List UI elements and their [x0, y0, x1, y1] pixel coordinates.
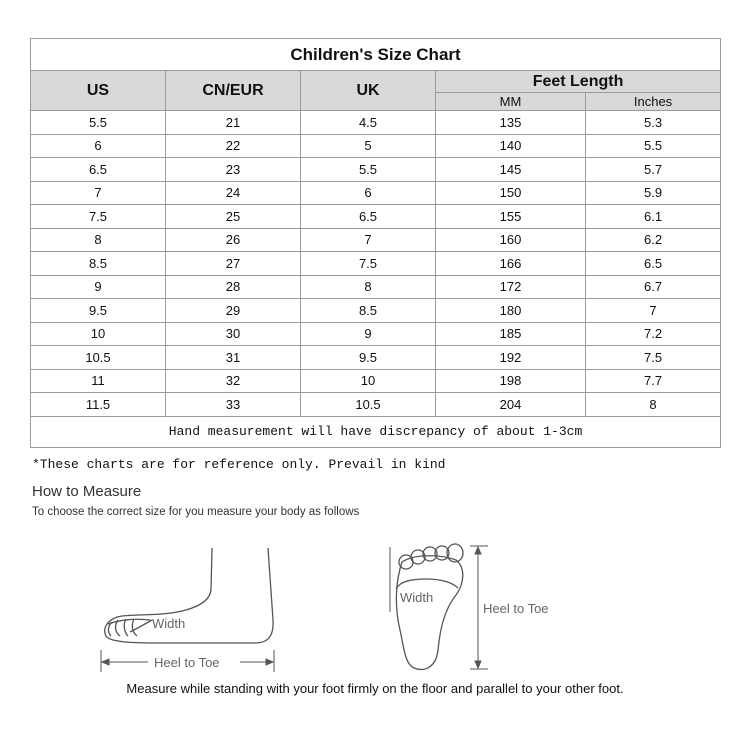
cell-mm: 140: [436, 134, 586, 158]
cell-inches: 7.7: [586, 369, 721, 393]
cell-inches: 6.1: [586, 205, 721, 229]
cell-us: 10: [31, 322, 166, 346]
cell-uk: 7: [301, 228, 436, 252]
header-inches: Inches: [586, 93, 721, 111]
cell-us: 6.5: [31, 158, 166, 182]
cell-cn-eur: 24: [166, 181, 301, 205]
cell-us: 11.5: [31, 393, 166, 417]
cell-uk: 9.5: [301, 346, 436, 370]
cell-uk: 7.5: [301, 252, 436, 276]
cell-inches: 7.5: [586, 346, 721, 370]
cell-uk: 10.5: [301, 393, 436, 417]
cell-us: 11: [31, 369, 166, 393]
top-heel-to-toe-label: Heel to Toe: [483, 601, 549, 616]
cell-mm: 166: [436, 252, 586, 276]
cell-cn-eur: 23: [166, 158, 301, 182]
cell-us: 5.5: [31, 111, 166, 135]
cell-cn-eur: 28: [166, 275, 301, 299]
cell-inches: 5.3: [586, 111, 721, 135]
cell-us: 6: [31, 134, 166, 158]
cell-inches: 7: [586, 299, 721, 323]
cell-us: 10.5: [31, 346, 166, 370]
cell-inches: 7.2: [586, 322, 721, 346]
cell-mm: 155: [436, 205, 586, 229]
cell-mm: 135: [436, 111, 586, 135]
cell-mm: 198: [436, 369, 586, 393]
cell-inches: 5.9: [586, 181, 721, 205]
cell-cn-eur: 27: [166, 252, 301, 276]
cell-cn-eur: 32: [166, 369, 301, 393]
top-width-label: Width: [400, 590, 434, 605]
cell-cn-eur: 29: [166, 299, 301, 323]
cell-inches: 8: [586, 393, 721, 417]
cell-inches: 5.5: [586, 134, 721, 158]
cell-mm: 180: [436, 299, 586, 323]
header-feet-length: Feet Length: [436, 71, 721, 93]
cell-cn-eur: 31: [166, 346, 301, 370]
cell-us: 9.5: [31, 299, 166, 323]
cell-inches: 6.7: [586, 275, 721, 299]
cell-cn-eur: 21: [166, 111, 301, 135]
cell-uk: 10: [301, 369, 436, 393]
cell-inches: 5.7: [586, 158, 721, 182]
cell-mm: 204: [436, 393, 586, 417]
cell-uk: 6.5: [301, 205, 436, 229]
cell-cn-eur: 25: [166, 205, 301, 229]
cell-mm: 192: [436, 346, 586, 370]
cell-inches: 6.5: [586, 252, 721, 276]
cell-mm: 145: [436, 158, 586, 182]
side-width-label: Width: [152, 616, 186, 631]
how-to-measure-title: How to Measure: [32, 483, 142, 500]
cell-uk: 6: [301, 181, 436, 205]
header-cn-eur: CN/EUR: [166, 71, 301, 111]
cell-us: 8.5: [31, 252, 166, 276]
cell-uk: 5: [301, 134, 436, 158]
cell-uk: 5.5: [301, 158, 436, 182]
cell-uk: 8: [301, 275, 436, 299]
cell-uk: 9: [301, 322, 436, 346]
cell-mm: 150: [436, 181, 586, 205]
cell-uk: 4.5: [301, 111, 436, 135]
cell-mm: 185: [436, 322, 586, 346]
table-title: Children's Size Chart: [31, 39, 721, 71]
footer-instruction: Measure while standing with your foot firmly on the floor and parallel to your other foot.: [126, 681, 624, 696]
cell-mm: 172: [436, 275, 586, 299]
cell-us: 7: [31, 181, 166, 205]
cell-mm: 160: [436, 228, 586, 252]
header-us: US: [31, 71, 166, 111]
cell-cn-eur: 30: [166, 322, 301, 346]
cell-us: 8: [31, 228, 166, 252]
side-foot-icon: [105, 548, 273, 643]
cell-us: 9: [31, 275, 166, 299]
disclaimer-text: *These charts are for reference only. Prevail in kind: [32, 457, 446, 472]
top-foot-icon: [396, 544, 463, 669]
cell-us: 7.5: [31, 205, 166, 229]
cell-cn-eur: 26: [166, 228, 301, 252]
cell-inches: 6.2: [586, 228, 721, 252]
measurement-note: Hand measurement will have discrepancy of about 1-3cm: [31, 416, 721, 447]
cell-cn-eur: 22: [166, 134, 301, 158]
cell-uk: 8.5: [301, 299, 436, 323]
how-to-measure-subtitle: To choose the correct size for you measure your body as follows: [32, 506, 360, 518]
side-heel-to-toe-label: Heel to Toe: [154, 655, 220, 670]
header-uk: UK: [301, 71, 436, 111]
cell-cn-eur: 33: [166, 393, 301, 417]
header-mm: MM: [436, 93, 586, 111]
